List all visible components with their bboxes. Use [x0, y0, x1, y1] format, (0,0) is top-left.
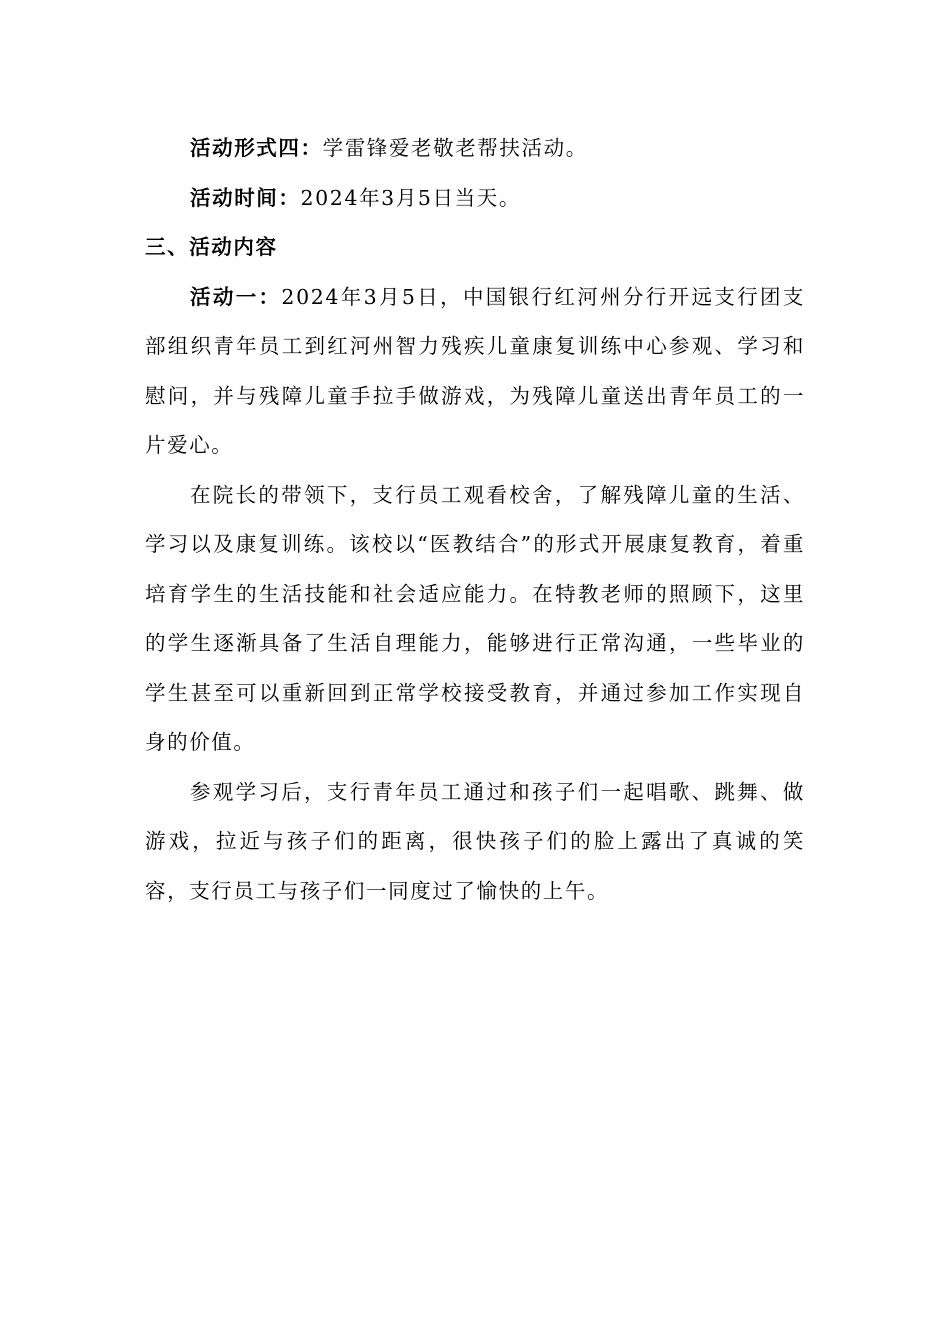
- activity-form-four-label: 活动形式四：: [190, 136, 323, 160]
- activity-time-line: [145, 174, 805, 224]
- activity-one-label: 活动一：: [190, 284, 282, 309]
- activity-one-paragraph: [145, 273, 805, 471]
- document-body: [145, 124, 805, 916]
- activity-time-label: 活动时间：: [190, 185, 301, 210]
- after-visit-paragraph: 参观学习后，支行青年员工通过和孩子们一起唱歌、跳舞、做游戏，拉近与孩子们的距离，很快孩子们的脸上露出了真诚的笑容，支行员工与孩子们一同度过了愉快的上午。: [145, 779, 805, 903]
- activity-one-text: 2024年3月5日，中国银行红河州分行开远支行团支部组织青年员工到红河州智力残疾儿童康复训练中心参观、学习和慰问，并与残障儿童手拉手做游戏，为残障儿童送出青年员工的一片爱心。: [145, 284, 805, 457]
- section-heading: 三、活动内容: [145, 235, 278, 259]
- activity-form-four-line: [145, 124, 805, 174]
- visit-paragraph: 在院长的带领下，支行员工观看校舍，了解残障儿童的生活、学习以及康复训练。该校以“医教结合”的形式开展康复教育，着重培育学生的生活技能和社会适应能力。在特教老师的照顾下，这里的学生逐渐具备了生活自理能力，能够进行正常沟通，一些毕业的学生甚至可以重新回到正常学校接受教育，并通过参加工作实现自身的价值。: [145, 482, 805, 754]
- activity-form-four-text: 学雷锋爱老敬老帮扶活动。: [322, 136, 588, 160]
- activity-time-text: 2024年3月5日当天。: [300, 185, 521, 210]
